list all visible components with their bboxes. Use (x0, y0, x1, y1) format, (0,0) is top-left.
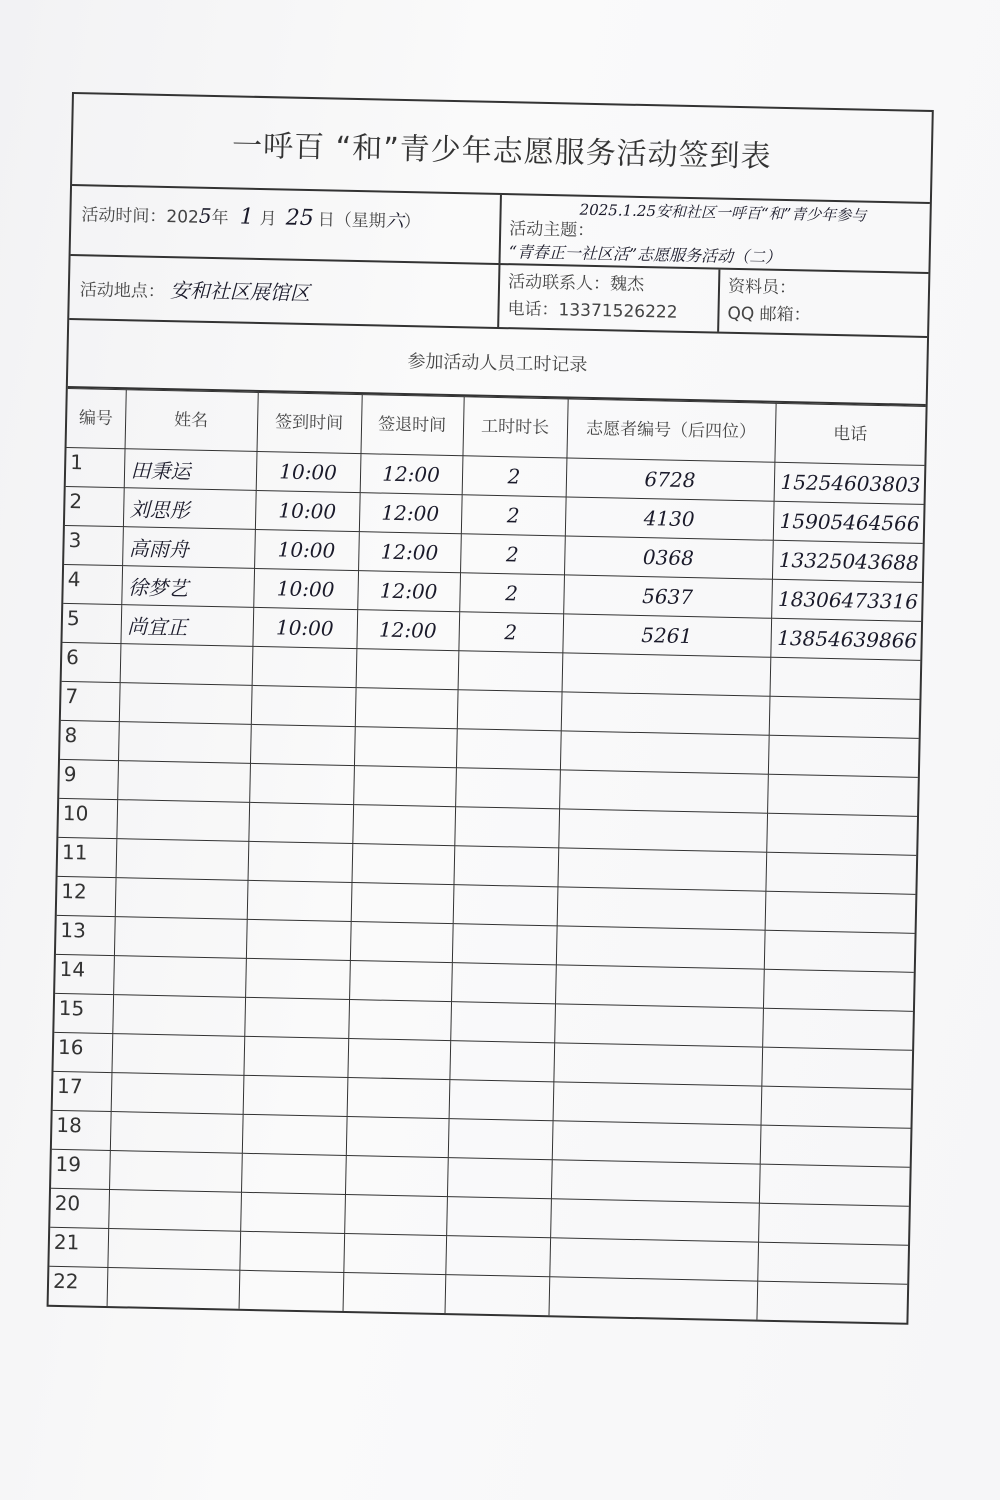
row-sign-out: 12:00 (356, 610, 459, 651)
row-hours (452, 924, 557, 965)
row-sign-in (252, 646, 357, 687)
row-volunteer-id (553, 1082, 762, 1125)
row-sign-in (240, 1192, 345, 1233)
row-phone: 18306473316 (771, 579, 922, 621)
row-number: 1 (66, 447, 125, 487)
row-hours (445, 1236, 550, 1277)
row-phone (757, 1242, 908, 1284)
row-volunteer-id: 6728 (566, 458, 775, 501)
row-number: 19 (51, 1149, 110, 1189)
row-sign-out (352, 805, 455, 846)
row-hours (451, 963, 556, 1004)
row-volunteer-id: 0368 (564, 536, 773, 579)
row-phone: 13325043688 (772, 540, 923, 582)
row-volunteer-id (562, 653, 771, 696)
row-volunteer-id: 5637 (563, 575, 772, 618)
row-phone (764, 930, 915, 972)
row-volunteer-id (553, 1043, 762, 1086)
row-hours (446, 1197, 551, 1238)
month-unit: 月 (259, 208, 277, 230)
sign-in-sheet (47, 92, 934, 1325)
activity-time-cell (71, 186, 502, 263)
form-title: 一呼百 “和”青少年志愿服务活动签到表 (72, 94, 932, 204)
row-hours: 2 (458, 612, 563, 653)
row-hours (457, 690, 562, 731)
row-volunteer-id (561, 692, 770, 735)
row-volunteer-id (558, 809, 767, 852)
row-volunteer-id: 5261 (562, 614, 771, 657)
year-unit: 年 (211, 207, 229, 229)
row-name: 徐梦艺 (121, 566, 254, 608)
header-sign-out-time: 签退时间 (360, 395, 463, 456)
row-sign-out (350, 922, 453, 963)
row-sign-out (354, 727, 457, 768)
row-number: 7 (61, 681, 120, 721)
row-number: 3 (64, 525, 123, 565)
row-sign-in (250, 724, 355, 765)
row-number: 5 (62, 603, 121, 643)
activity-location-cell (69, 256, 500, 327)
row-number: 16 (53, 1032, 112, 1072)
row-name: 田秉运 (124, 449, 257, 491)
row-name (109, 1151, 242, 1193)
row-hours (455, 768, 560, 809)
row-number: 12 (57, 876, 116, 916)
row-sign-out (345, 1155, 448, 1196)
row-sign-in: 10:00 (255, 490, 360, 531)
row-hours (447, 1158, 552, 1199)
row-number: 17 (53, 1071, 112, 1111)
row-sign-in (242, 1114, 347, 1155)
header-number: 编号 (67, 388, 126, 448)
row-name (107, 1267, 240, 1308)
row-name (116, 800, 249, 842)
row-sign-in: 10:00 (252, 607, 357, 648)
month-handwritten: 1 (239, 204, 254, 230)
row-sign-in (246, 919, 351, 960)
row-name (111, 1034, 244, 1076)
row-number: 15 (54, 993, 113, 1033)
row-hours (456, 729, 561, 770)
row-hours (449, 1041, 554, 1082)
row-name: 尚宜正 (120, 605, 253, 647)
row-name (116, 839, 249, 881)
row-name (112, 995, 245, 1037)
row-volunteer-id (554, 1004, 763, 1047)
activity-topic-label: 活动主题： (509, 219, 595, 241)
row-volunteer-id (551, 1160, 760, 1203)
row-sign-out (346, 1116, 449, 1157)
row-number: 11 (58, 837, 117, 877)
row-sign-in (243, 1036, 348, 1077)
weekday-handwritten: 六 (385, 210, 404, 232)
topic-line-1: 2025.1.25安和社区一呼百“和”青少年参与 (579, 200, 867, 225)
contact-phone: 电话：13371526222 (507, 299, 678, 323)
row-hours (453, 885, 558, 926)
attendance-table (49, 388, 926, 1323)
row-volunteer-id (559, 770, 768, 813)
activity-topic-cell (501, 195, 930, 272)
row-name (119, 683, 252, 725)
row-phone (761, 1047, 912, 1089)
row-phone (758, 1203, 909, 1245)
row-sign-out (348, 1000, 451, 1041)
row-hours (450, 1002, 555, 1043)
row-sign-in (241, 1153, 346, 1194)
row-sign-out: 12:00 (357, 571, 460, 612)
row-sign-out: 12:00 (358, 532, 461, 573)
row-phone (760, 1125, 911, 1167)
row-sign-in (245, 958, 350, 999)
header-name: 姓名 (125, 390, 258, 452)
row-phone: 13854639866 (770, 618, 921, 660)
row-number: 8 (60, 720, 119, 760)
header-volunteer-id: 志愿者编号（后四位） (566, 399, 775, 462)
row-number: 20 (50, 1188, 109, 1228)
row-sign-out (343, 1233, 446, 1274)
row-phone (768, 735, 919, 777)
row-volunteer-id (560, 731, 769, 774)
row-hours: 2 (462, 456, 567, 497)
contact-label: 活动联系人：魏杰 (507, 272, 645, 296)
row-sign-out (355, 688, 458, 729)
activity-time-label: 活动时间：202 (81, 205, 200, 228)
row-phone (761, 1086, 912, 1128)
row-hours (453, 846, 558, 887)
row-number: 6 (62, 642, 121, 682)
row-sign-in (243, 1075, 348, 1116)
row-name (117, 761, 250, 803)
row-volunteer-id (550, 1199, 759, 1242)
topic-line-2: “青春正一社区活”志愿服务活动（二） (508, 242, 782, 267)
section-title: 参加活动人员工时记录 (68, 320, 927, 406)
qq-email-label: QQ 邮箱： (727, 303, 811, 326)
row-hours: 2 (461, 495, 566, 536)
row-phone (765, 852, 916, 894)
row-name (113, 956, 246, 998)
row-phone (765, 891, 916, 933)
day-handwritten: 25 (285, 205, 315, 232)
row-sign-in: 10:00 (254, 529, 359, 570)
year-handwritten: 5 (198, 203, 212, 228)
row-phone (762, 1008, 913, 1050)
header-sign-in-time: 签到时间 (257, 392, 362, 453)
row-number: 4 (63, 564, 122, 604)
row-volunteer-id (548, 1277, 757, 1320)
row-volunteer-id (549, 1238, 758, 1281)
row-sign-out (356, 649, 459, 690)
row-name (120, 644, 253, 686)
activity-location-label: 活动地点： (79, 280, 166, 302)
clerk-cell (719, 270, 928, 336)
row-sign-out (353, 766, 456, 807)
row-name (108, 1190, 241, 1232)
row-sign-out: 12:00 (360, 454, 463, 495)
row-sign-in (247, 880, 352, 921)
row-phone (769, 696, 920, 738)
row-name (107, 1229, 240, 1271)
row-volunteer-id (556, 926, 765, 969)
row-sign-in (239, 1270, 344, 1311)
row-number: 10 (58, 798, 117, 838)
weekday-close: ） (403, 211, 421, 233)
row-sign-in: 10:00 (256, 451, 361, 492)
row-hours (454, 807, 559, 848)
row-volunteer-id (557, 848, 766, 891)
row-sign-out (351, 883, 454, 924)
row-number: 22 (49, 1266, 108, 1306)
row-sign-out (352, 844, 455, 885)
contact-cell (499, 265, 720, 332)
row-hours (458, 651, 563, 692)
row-hours: 2 (460, 534, 565, 575)
location-handwritten: 安和社区展馆区 (169, 278, 311, 306)
row-sign-in: 10:00 (253, 568, 358, 609)
row-hours (448, 1119, 553, 1160)
row-number: 21 (49, 1227, 108, 1267)
row-name: 高雨舟 (122, 527, 255, 569)
row-sign-in (251, 685, 356, 726)
row-name (110, 1112, 243, 1154)
row-number: 9 (59, 759, 118, 799)
row-number: 13 (56, 915, 115, 955)
header-work-hours: 工时时长 (462, 397, 567, 458)
row-hours (445, 1275, 550, 1316)
row-phone (756, 1281, 907, 1323)
clerk-label: 资料员： (727, 276, 797, 299)
row-name (111, 1073, 244, 1115)
row-sign-out (344, 1194, 447, 1235)
row-volunteer-id (557, 887, 766, 930)
row-sign-out (343, 1272, 446, 1313)
row-sign-out (349, 961, 452, 1002)
row-phone: 15254603803 (774, 462, 925, 504)
row-sign-in (248, 841, 353, 882)
row-name (118, 722, 251, 764)
row-sign-out: 12:00 (359, 493, 462, 534)
row-number: 18 (52, 1110, 111, 1150)
row-name (115, 878, 248, 920)
row-volunteer-id: 4130 (565, 497, 774, 540)
row-phone (759, 1164, 910, 1206)
day-unit: 日（星期 (317, 210, 386, 232)
row-name (114, 917, 247, 959)
row-phone: 15905464566 (773, 501, 924, 543)
row-sign-out (347, 1077, 450, 1118)
row-sign-in (248, 802, 353, 843)
row-sign-in (239, 1231, 344, 1272)
row-sign-in (249, 763, 354, 804)
row-hours: 2 (459, 573, 564, 614)
row-volunteer-id (552, 1121, 761, 1164)
row-volunteer-id (555, 965, 764, 1008)
row-name: 刘思彤 (123, 488, 256, 530)
row-sign-in (244, 997, 349, 1038)
header-phone: 电话 (774, 403, 925, 465)
row-phone (767, 774, 918, 816)
row-sign-out (347, 1038, 450, 1079)
row-phone (769, 657, 920, 699)
row-hours (449, 1080, 554, 1121)
row-number: 2 (65, 486, 124, 526)
row-phone (766, 813, 917, 855)
row-number: 14 (55, 954, 114, 994)
row-phone (763, 969, 914, 1011)
